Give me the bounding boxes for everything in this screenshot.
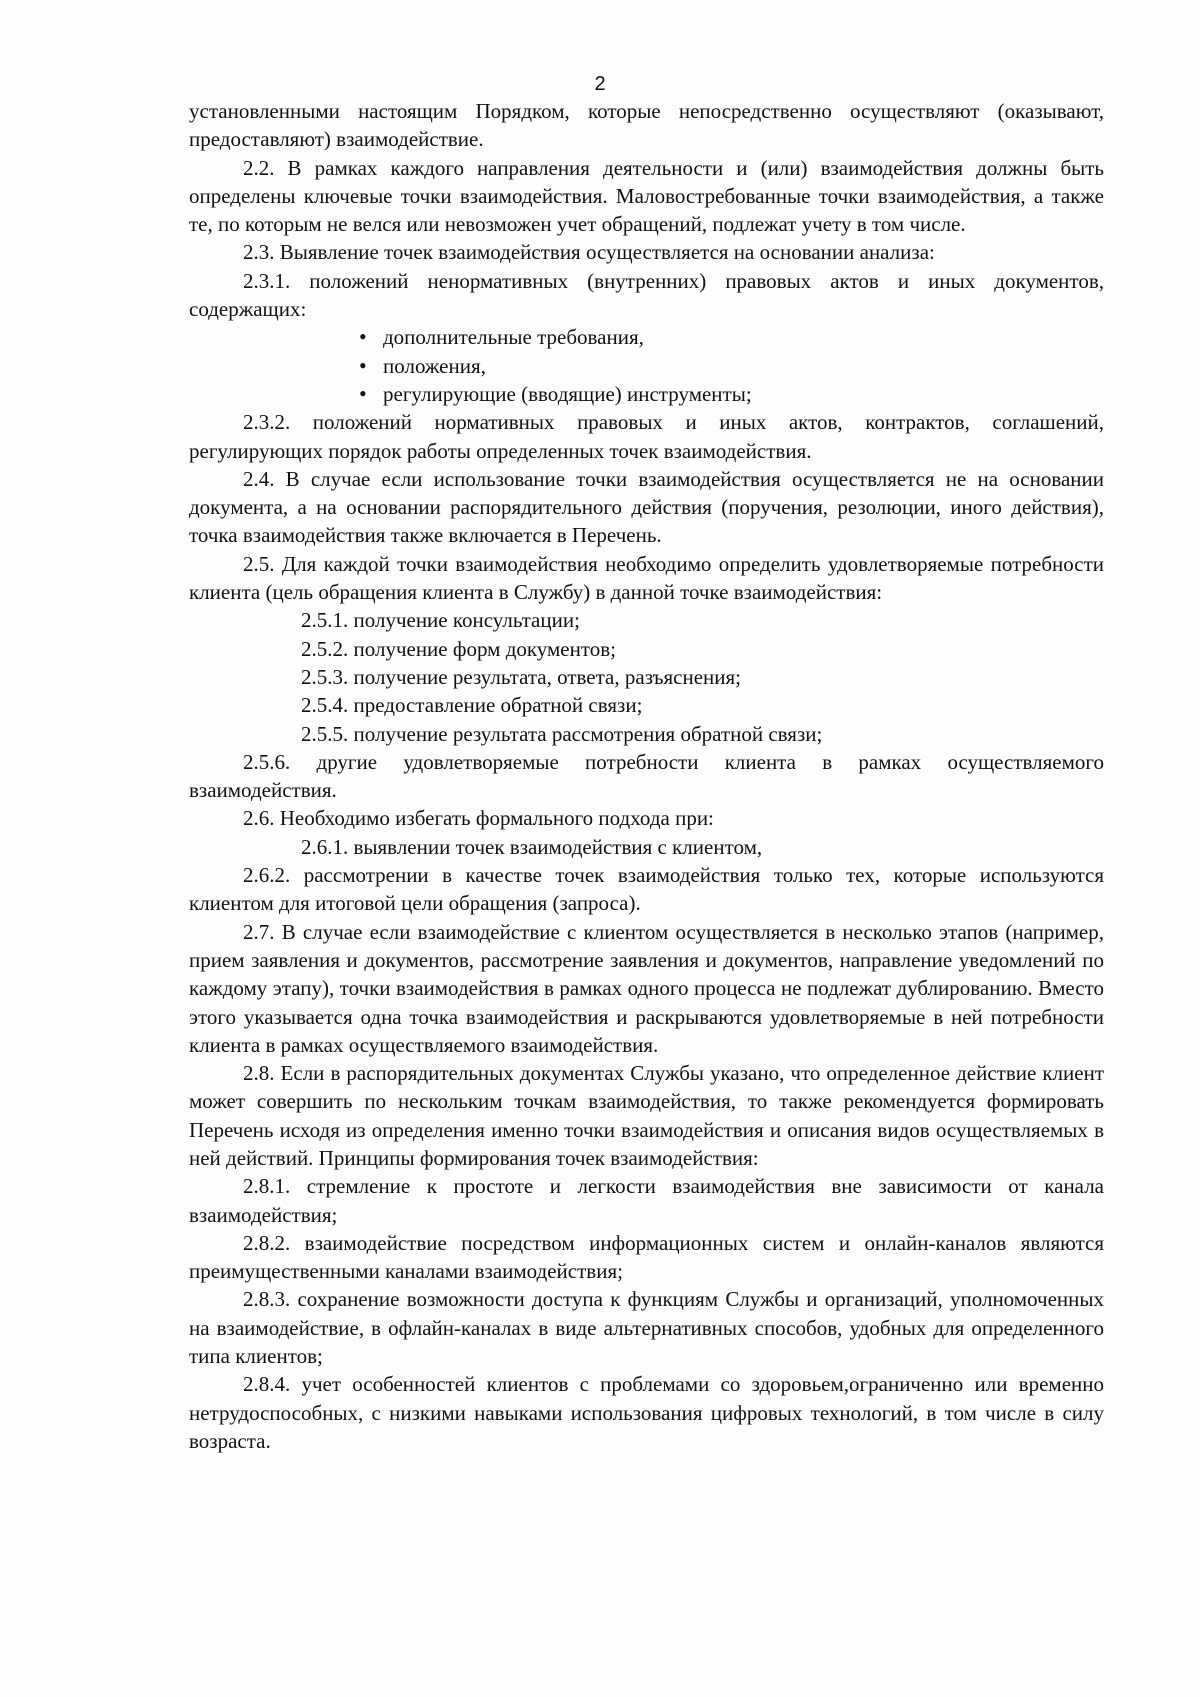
subitem-2-5-1: 2.5.1. получение консультации; [301,608,580,633]
paragraph-2-8-3: 2.8.3. сохранение возможности доступа к функциям Службы и организаций, уполномоченных на взаимодействие, в офлайн-каналах в виде альтернативных способов, удобных для определенного типа клиентов; [189,1287,1104,1369]
document-body [189,97,1104,1455]
paragraph-continuation: установленными настоящим Порядком, которые непосредственно осуществляют (оказывают, предоставляют) взаимодействие. [189,99,1104,152]
list-item: • регулирующие (вводящие) инструменты; [359,380,1104,408]
requirements-bullet-list [189,323,1104,408]
paragraph-2-8-1: 2.8.1. стремление к простоте и легкости взаимодействия вне зависимости от канала взаимодействия; [189,1174,1104,1227]
paragraph-2-7: 2.7. В случае если взаимодействие с клиентом осуществляется в несколько этапов (например, прием заявления и документов, рассмотрение заявления и документов, направление уведомлений по каждому этапу), точки взаимодействия в рамках одного процесса не подлежат дублированию. Вместо этого указывается одна точка взаимодействия и раскрываются удовлетворяемые в ней потребности клиента в рамках осуществляемого взаимодействия. [189,919,1104,1057]
paragraph-2-3-1: 2.3.1. положений ненормативных (внутренних) правовых актов и иных документов, содержащих: [189,268,1104,322]
paragraph-2-5: 2.5. Для каждой точки взаимодействия необходимо определить удовлетворяемые потребности клиента (цель обращения клиента в Службу) в данной точке взаимодействия: [189,551,1104,605]
subitem-2-5-2: 2.5.2. получение форм документов; [301,636,617,661]
paragraph-2-5-6: 2.5.6. другие удовлетворяемые потребности клиента в рамках осуществляемого взаимодействия. [189,749,1104,803]
paragraph-2-2: 2.2. В рамках каждого направления деятельности и (или) взаимодействия должны быть определены ключевые точки взаимодействия. Маловостребованные точки взаимодействия, а также те, по которым не велся или невозможен учет обращений, подлежат учету в том числе. [189,155,1104,237]
subitem-2-5-4: 2.5.4. предоставление обратной связи; [301,693,643,718]
list-item: • дополнительные требования, [359,323,1104,351]
paragraph-2-3: 2.3. Выявление точек взаимодействия осуществляется на основании анализа: [243,240,935,265]
paragraph-2-6: 2.6. Необходимо избегать формального подхода при: [243,806,714,831]
paragraph-2-8: 2.8. Если в распорядительных документах Службы указано, что определенное действие клиент может совершить по нескольким точкам взаимодействия, то также рекомендуется формировать Перечень исходя из определения именно точки взаимодействия и описания видов осуществляемых в ней действий. Принципы формирования точек взаимодействия: [189,1061,1104,1170]
subitem-2-5-3: 2.5.3. получение результата, ответа, разъяснения; [301,664,741,689]
subitem-2-6-1: 2.6.1. выявлении точек взаимодействия с клиентом, [301,834,763,859]
list-item: • положения, [359,352,1104,380]
page-number: 2 [594,73,606,95]
subitem-2-5-5: 2.5.5. получение результата рассмотрения обратной связи; [301,721,823,746]
paragraph-2-8-4: 2.8.4. учет особенностей клиентов с проблемами со здоровьем,ограниченно или временно нетрудоспособных, с низкими навыками использования цифровых технологий, в том числе в силу возраста. [189,1372,1104,1453]
paragraph-2-4: 2.4. В случае если использование точки взаимодействия осуществляется не на основании документа, а на основании распорядительного действия (поручения, резолюции, иного действия), точка взаимодействия также включается в Перечень. [189,466,1104,548]
paragraph-2-3-2: 2.3.2. положений нормативных правовых и иных актов, контрактов, соглашений, регулирующих порядок работы определенных точек взаимодействия. [189,410,1104,463]
paragraph-2-6-2: 2.6.2. рассмотрении в качестве точек взаимодействия только тех, которые используются клиентом для итоговой цели обращения (запроса). [189,863,1104,916]
paragraph-2-8-2: 2.8.2. взаимодействие посредством информационных систем и онлайн-каналов являются преимущественными каналами взаимодействия; [189,1230,1104,1284]
